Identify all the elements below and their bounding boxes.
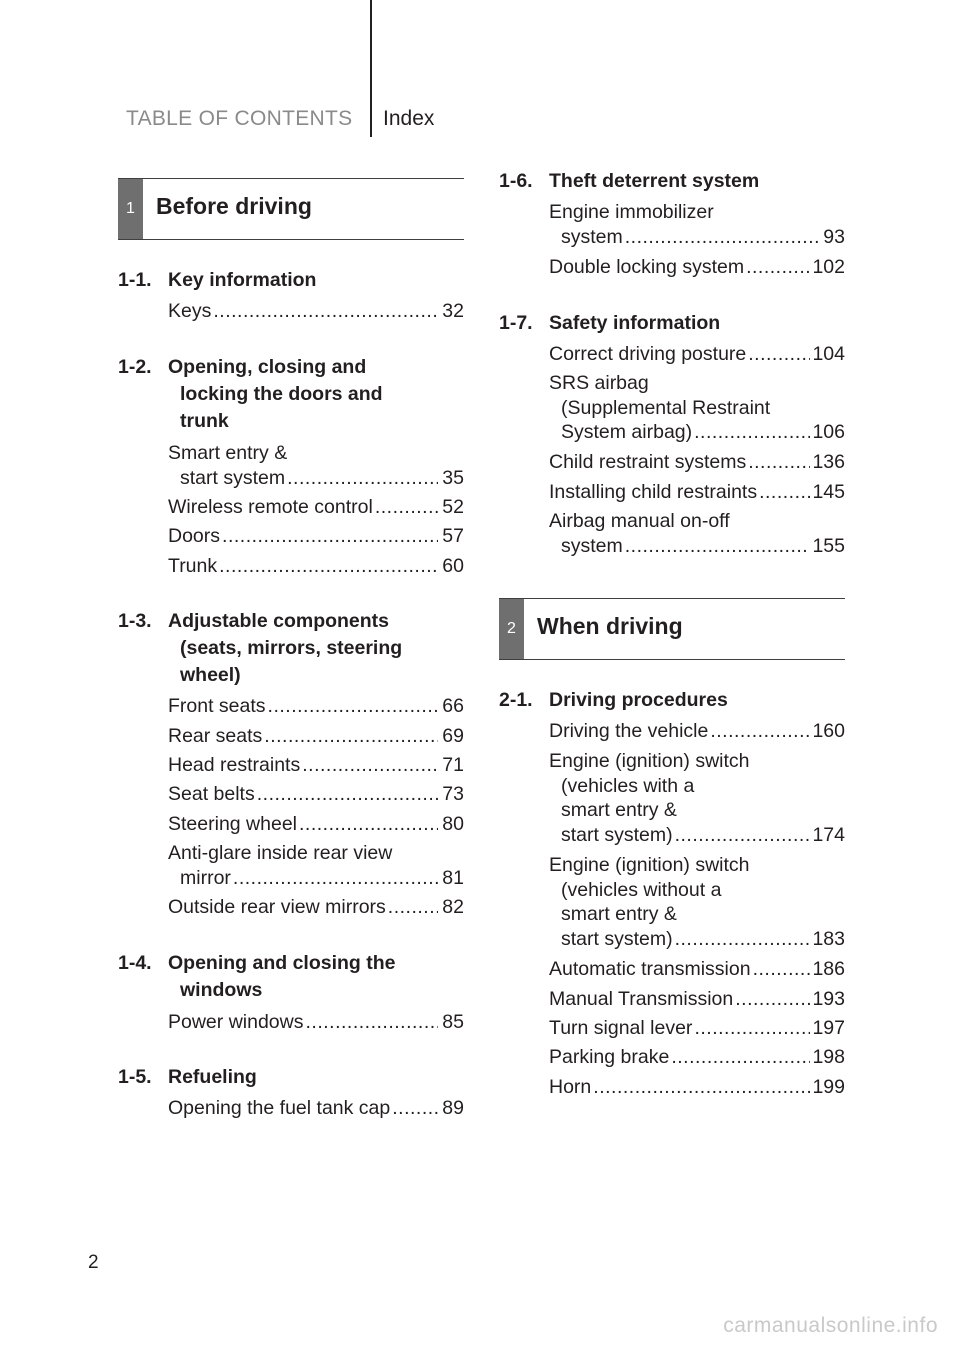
page-ref: 186 [812,958,845,980]
dot-leader [710,719,810,744]
toc-entry-keys[interactable]: Keys ..... 32 [168,299,464,324]
page-ref: 35 [442,466,464,489]
section-number: 1-4. [118,952,152,974]
dot-leader [233,866,438,891]
toc-entry-front-seats[interactable]: Front seats ..... 66 [168,694,464,719]
page-ref: 197 [812,1017,845,1039]
page-ref: 60 [442,555,464,577]
dot-leader [759,480,810,505]
dot-leader [735,987,810,1012]
toc-entry-trunk[interactable]: Trunk ..... 60 [168,554,464,579]
page-ref: 183 [812,928,845,951]
page-ref: 52 [442,496,464,518]
toc-entry-outside-mirrors[interactable]: Outside rear view mirrors ..... 82 [168,895,464,920]
dot-leader [675,823,811,848]
dot-leader [748,342,810,367]
toc-entry-engine-immobilizer[interactable]: Engine immobilizer system ..... 93 [549,200,845,249]
dot-leader [748,450,810,475]
dot-leader [213,299,438,324]
page-ref: 89 [442,1097,464,1119]
page-ref: 66 [442,695,464,717]
page-ref: 104 [812,343,845,365]
page-ref: 73 [442,783,464,805]
toc-entry-power-windows[interactable]: Power windows ..... 85 [168,1010,464,1035]
chapter-title: When driving [537,613,683,639]
page-ref: 85 [442,1011,464,1033]
toc-entry-srs-airbag[interactable]: SRS airbag (Supplemental Restraint System airbag) ..... 106 [549,371,845,445]
section-title: Safety information [549,312,721,334]
nav-divider [370,0,372,137]
dot-leader [694,420,810,445]
toc-entry-doors[interactable]: Doors ..... 57 [168,524,464,549]
chapter-header-1[interactable] [118,178,464,240]
page-ref: 198 [812,1046,845,1068]
section-title: Key information [168,269,317,291]
page-ref: 160 [812,720,845,742]
dot-leader [388,895,438,920]
page-number: 2 [88,1252,99,1273]
section-number: 1-2. [118,356,152,378]
dot-leader [753,957,811,982]
page-ref: 145 [812,481,845,503]
dot-leader [222,524,438,549]
dot-leader [675,927,811,952]
page-ref: 81 [442,866,464,889]
page-ref: 93 [823,225,845,248]
toc-entry-horn[interactable]: Horn ..... 199 [549,1075,845,1100]
dot-leader [299,812,438,837]
page-ref: 71 [442,754,464,776]
toc-entry-steering-wheel[interactable]: Steering wheel ..... 80 [168,812,464,837]
toc-entry-head-restraints[interactable]: Head restraints ..... 71 [168,753,464,778]
toc-entry-driving-vehicle[interactable]: Driving the vehicle ..... 160 [549,719,845,744]
page-ref: 155 [812,534,845,557]
toc-entry-turn-signal[interactable]: Turn signal lever ..... 197 [549,1016,845,1041]
page-ref: 80 [442,813,464,835]
section-number: 1-1. [118,269,152,291]
dot-leader [694,1016,810,1041]
toc-entry-installing-child[interactable]: Installing child restraints ..... 145 [549,480,845,505]
page-ref: 193 [812,988,845,1010]
top-navigation [0,0,960,140]
section-number: 2-1. [499,689,533,711]
section-number: 1-6. [499,170,533,192]
toc-entry-ignition-with-smart[interactable]: Engine (ignition) switch (vehicles with a smart entry & start system) ..... 174 [549,749,845,848]
toc-entry-automatic-transmission[interactable]: Automatic transmission ..... 186 [549,957,845,982]
page-ref: 136 [812,451,845,473]
dot-leader [625,534,811,559]
chapter-number: 1 [118,179,143,239]
section-title: Refueling [168,1066,257,1088]
section-title: Theft deterrent system [549,170,760,192]
section-title: Opening, closing and locking the doors and trunk [168,356,383,432]
toc-entry-smart-entry[interactable]: Smart entry & start system ..... 35 [168,441,464,490]
toc-entry-anti-glare-mirror[interactable]: Anti-glare inside rear view mirror ..... 81 [168,841,464,890]
dot-leader [392,1096,438,1121]
toc-entry-ignition-without-smart[interactable]: Engine (ignition) switch (vehicles without a smart entry & start system) ..... 183 [549,853,845,952]
toc-entry-airbag-onoff[interactable]: Airbag manual on-off system ..... 155 [549,509,845,558]
toc-entry-parking-brake[interactable]: Parking brake ..... 198 [549,1045,845,1070]
dot-leader [671,1045,810,1070]
page-ref: 82 [442,896,464,918]
section-title: Driving procedures [549,689,728,711]
page-ref: 106 [812,421,845,444]
chapter-number: 2 [499,599,524,659]
dot-leader [625,225,819,250]
toc-entry-manual-transmission[interactable]: Manual Transmission ..... 193 [549,987,845,1012]
dot-leader [264,724,438,749]
section-number: 1-7. [499,312,533,334]
dot-leader [375,495,438,520]
index-link[interactable]: Index [383,107,435,130]
watermark: carmanualsonline.info [723,1314,938,1337]
toc-entry-driving-posture[interactable]: Correct driving posture ..... 104 [549,342,845,367]
toc-entry-wireless-remote[interactable]: Wireless remote control ..... 52 [168,495,464,520]
section-number: 1-3. [118,610,152,632]
toc-entry-seat-belts[interactable]: Seat belts ..... 73 [168,782,464,807]
dot-leader [305,1010,438,1035]
dot-leader [302,753,438,778]
toc-entry-child-restraint[interactable]: Child restraint systems ..... 136 [549,450,845,475]
dot-leader [593,1075,810,1100]
dot-leader [257,782,438,807]
page-ref: 32 [442,300,464,322]
page-ref: 69 [442,725,464,747]
dot-leader [268,694,438,719]
toc-entry-rear-seats[interactable]: Rear seats ..... 69 [168,724,464,749]
section-title: Adjustable components (seats, mirrors, steering wheel) [168,610,403,686]
dot-leader [746,255,810,280]
page-ref: 174 [812,824,845,847]
page-ref: 102 [812,256,845,278]
dot-leader [287,466,438,491]
section-title: Opening and closing the windows [168,952,396,1001]
chapter-title: Before driving [156,193,312,219]
page-ref: 57 [442,525,464,547]
page-ref: 199 [812,1076,845,1098]
chapter-header-2[interactable] [499,598,845,660]
table-of-contents-link[interactable]: TABLE OF CONTENTS [126,107,353,130]
toc-entry-fuel-tank-cap[interactable]: Opening the fuel tank cap ..... 89 [168,1096,464,1121]
section-number: 1-5. [118,1066,152,1088]
dot-leader [219,554,438,579]
toc-entry-double-locking[interactable]: Double locking system ..... 102 [549,255,845,280]
